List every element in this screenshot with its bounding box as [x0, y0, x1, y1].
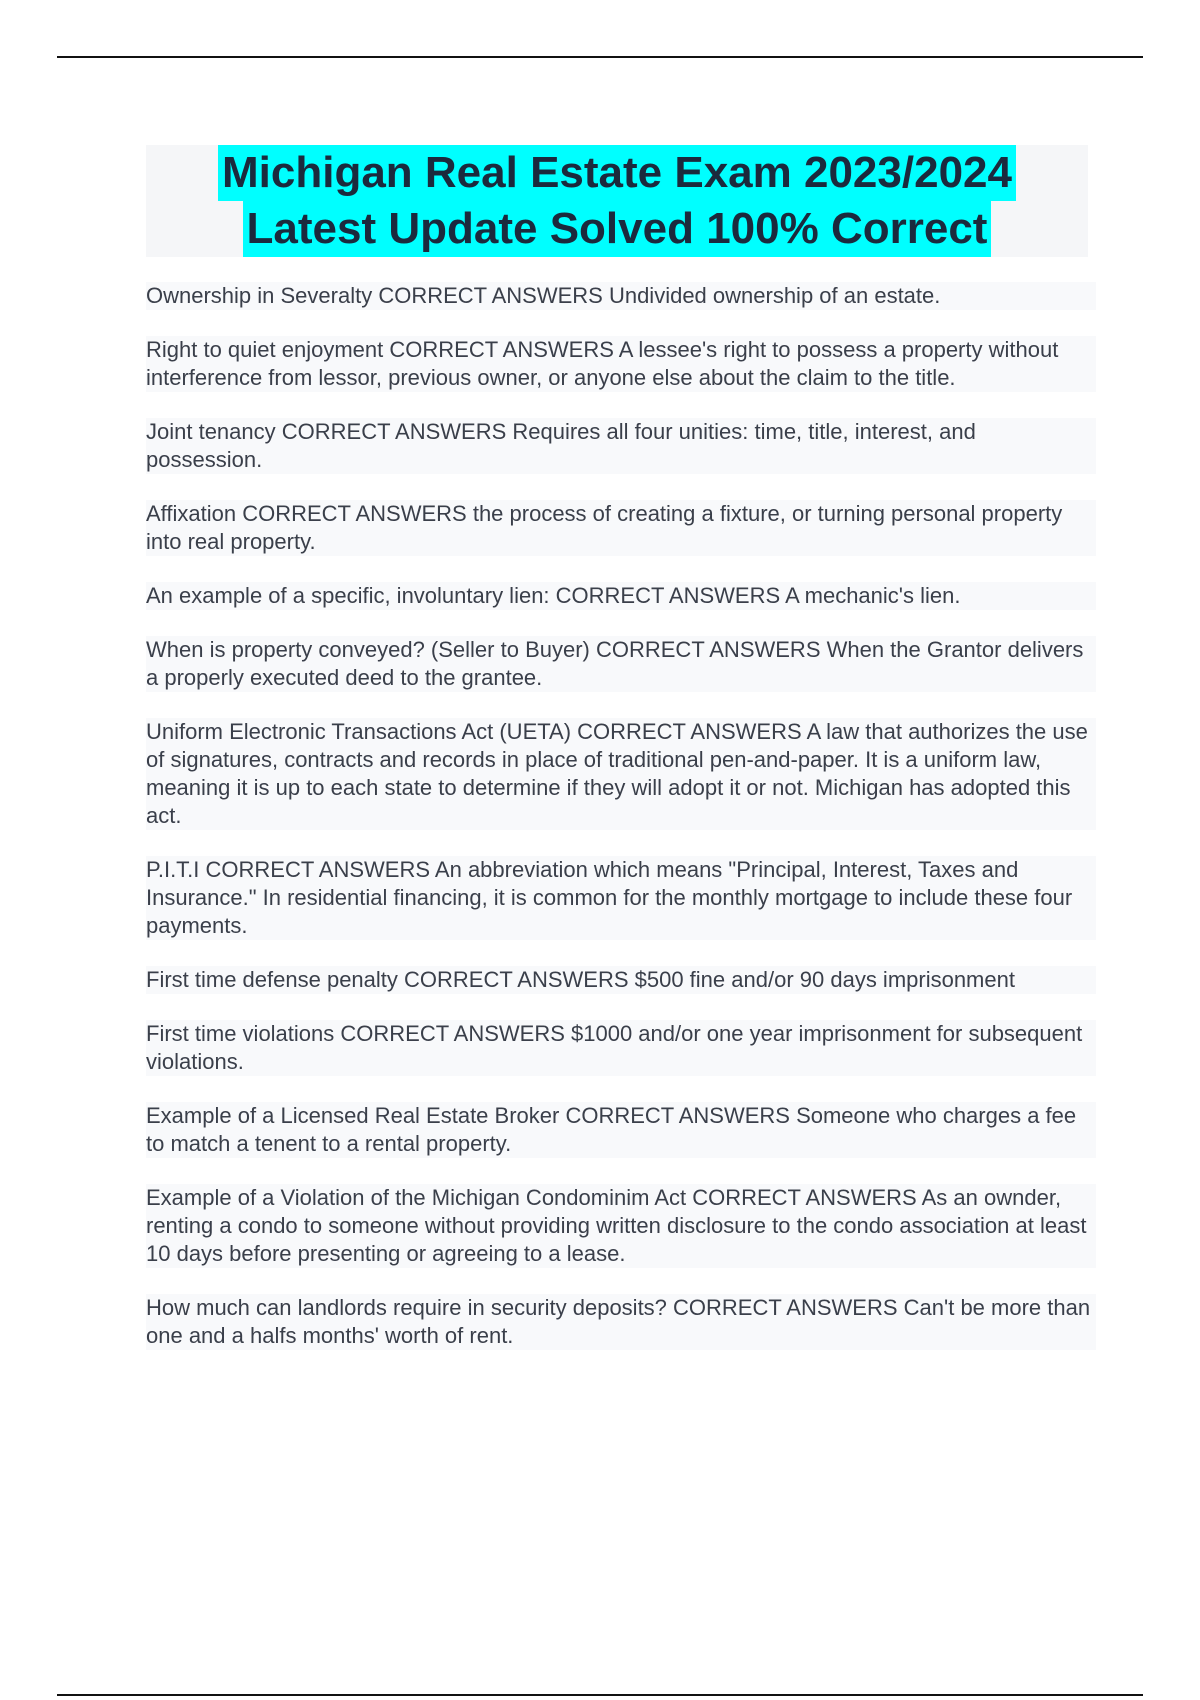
title-line-1: Michigan Real Estate Exam 2023/2024	[218, 145, 1016, 201]
qa-item: When is property conveyed? (Seller to Buyer) CORRECT ANSWERS When the Grantor delivers a properly executed deed to the grantee.	[146, 636, 1096, 692]
qa-item: Uniform Electronic Transactions Act (UETA) CORRECT ANSWERS A law that authorizes the use of signatures, contracts and records in place of traditional pen-and-paper. It is a uniform law, meaning it is up to each state to determine if they will adopt it or not. Michigan has adopted this act.	[146, 718, 1096, 830]
qa-item: Affixation CORRECT ANSWERS the process of creating a fixture, or turning personal property into real property.	[146, 500, 1096, 556]
title-line-2: Latest Update Solved 100% Correct	[243, 201, 992, 257]
qa-item: P.I.T.I CORRECT ANSWERS An abbreviation which means "Principal, Interest, Taxes and Insurance." In residential financing, it is common for the monthly mortgage to include these four payments.	[146, 856, 1096, 940]
qa-item: Example of a Licensed Real Estate Broker CORRECT ANSWERS Someone who charges a fee to match a tenent to a rental property.	[146, 1102, 1096, 1158]
bottom-rule	[57, 1694, 1143, 1696]
qa-item: Right to quiet enjoyment CORRECT ANSWERS A lessee's right to possess a property without interference from lessor, previous owner, or anyone else about the claim to the title.	[146, 336, 1096, 392]
qa-item: First time violations CORRECT ANSWERS $1000 and/or one year imprisonment for subsequent violations.	[146, 1020, 1096, 1076]
qa-item: Example of a Violation of the Michigan Condominim Act CORRECT ANSWERS As an ownder, renting a condo to someone without providing written disclosure to the condo association at least 10 days before presenting or agreeing to a lease.	[146, 1184, 1096, 1268]
qa-item: An example of a specific, involuntary lien: CORRECT ANSWERS A mechanic's lien.	[146, 582, 1096, 610]
qa-item: Ownership in Severalty CORRECT ANSWERS Undivided ownership of an estate.	[146, 282, 1096, 310]
top-rule	[57, 56, 1143, 58]
qa-list	[146, 282, 1096, 1376]
qa-item: How much can landlords require in security deposits? CORRECT ANSWERS Can't be more than one and a halfs months' worth of rent.	[146, 1294, 1096, 1350]
qa-item: Joint tenancy CORRECT ANSWERS Requires all four unities: time, title, interest, and possession.	[146, 418, 1096, 474]
document-title	[146, 145, 1088, 257]
qa-item: First time defense penalty CORRECT ANSWERS $500 fine and/or 90 days imprisonment	[146, 966, 1096, 994]
